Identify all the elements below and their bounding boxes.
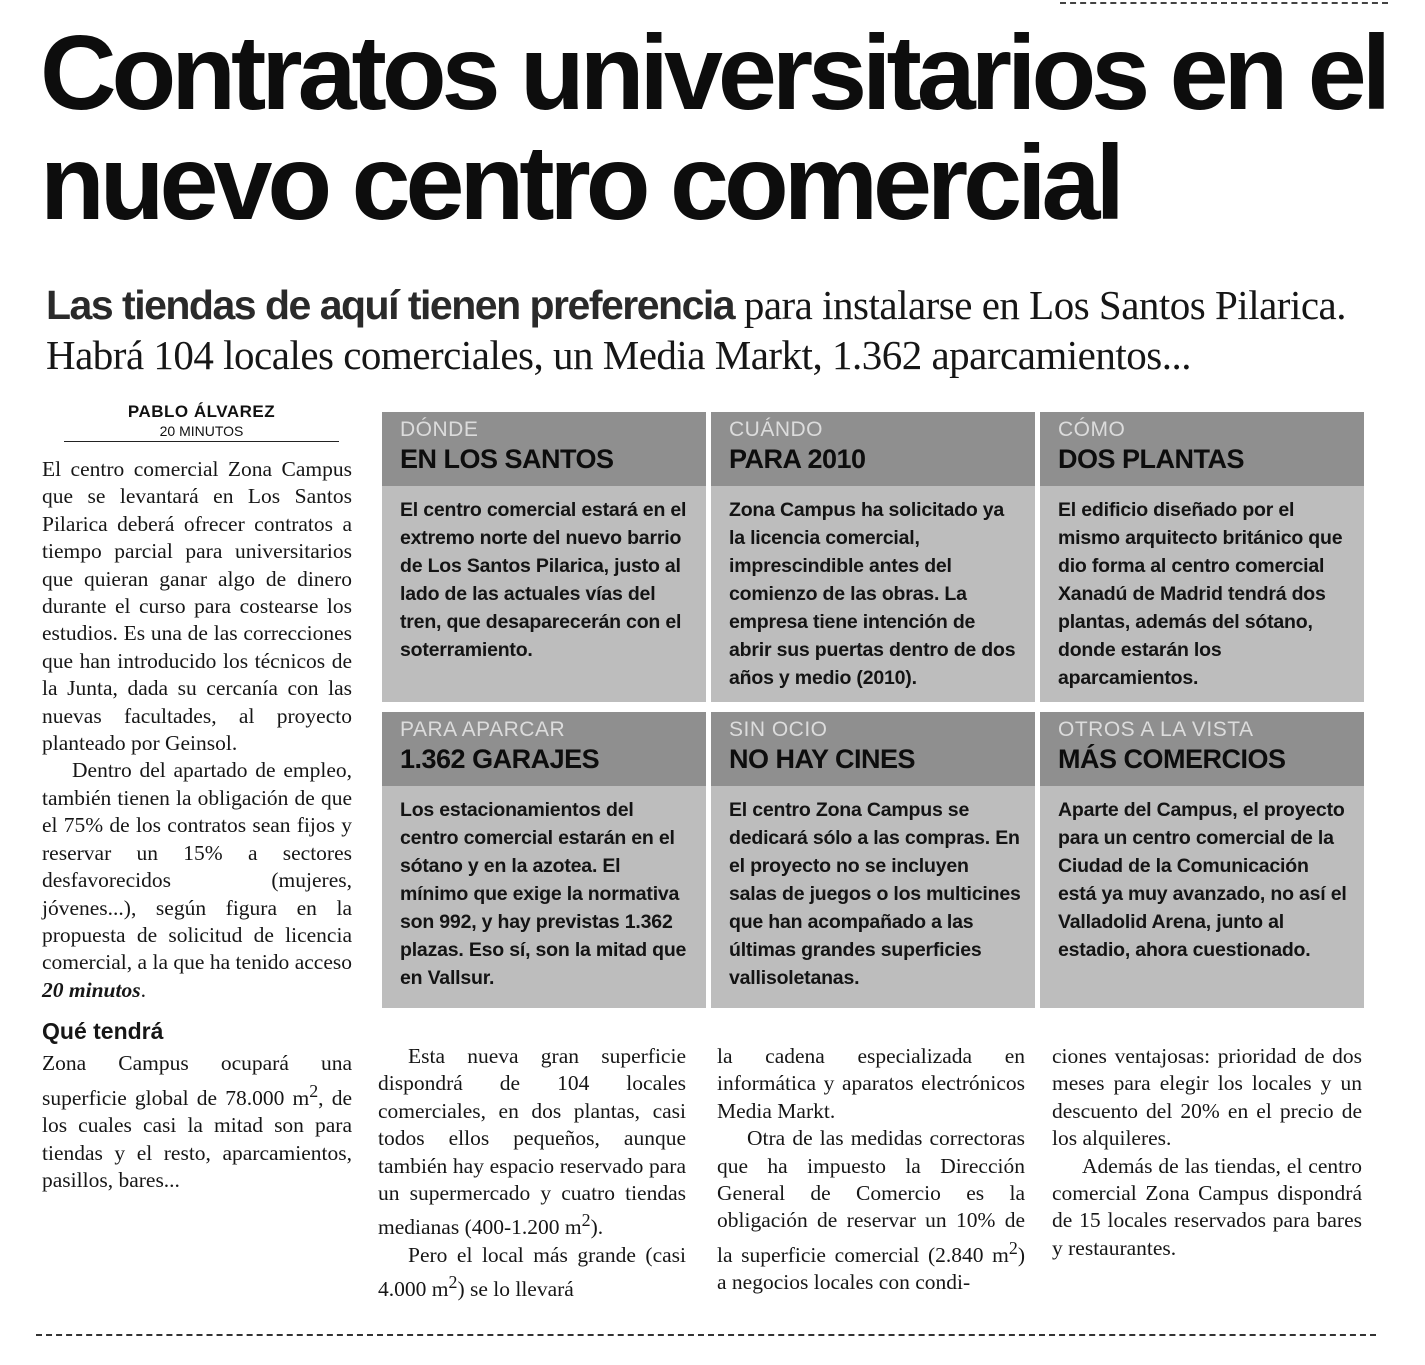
left-paragraph-3-end: , de los cuales casi la mitad son para tiendas y el resto, aparcamientos, pasillos, bares... (42, 1085, 352, 1192)
info-box-title: EN LOS SANTOS (400, 444, 614, 474)
superscript: 2 (448, 1272, 458, 1293)
left-paragraph-2-text: Dentro del apartado de empleo, también tienen la obligación de que el 75% de los contratos sean fijos y reservar un 15% a sectores desfavorecidos (mujeres, jóvenes...), según figura en la propuesta de solicitud de licencia comercial, a la que ha tenido acceso (42, 758, 352, 975)
bottom-dashed-rule (36, 1334, 1376, 1336)
info-box-header (1040, 412, 1364, 486)
info-box-label: SIN OCIO (729, 718, 828, 741)
info-box-body: El edificio diseñado por el mismo arquitecto británico que dio forma al centro comercial Xanadú de Madrid tendrá dos plantas, además del sótano, donde estarán los aparcamientos. (1058, 499, 1343, 689)
subheadline-rest: para instalarse en Los Santos Pilarica. Habrá 104 locales comerciales, un Media Markt, 1.362 aparcamientos... (46, 282, 1346, 378)
info-box-grid (382, 412, 1364, 1008)
info-box-title: MÁS COMERCIOS (1058, 744, 1286, 774)
info-box-label: OTROS A LA VISTA (1058, 718, 1254, 741)
info-box-body: Zona Campus ha solicitado ya la licencia comercial, imprescindible antes del comienzo de las obras. La empresa tiene intención de abrir sus puertas dentro de dos años y medio (2010). (729, 499, 1016, 689)
info-box-body: Los estacionamientos del centro comercial estarán en el sótano y en la azotea. El mínimo que exige la normativa son 992, y hay previstas 1.362 plazas. Eso sí, son la mitad que en Vallsur. (400, 799, 687, 989)
section-subtitle: Qué tendrá (42, 1018, 164, 1045)
column-2-paragraph-2 (717, 1125, 1025, 1297)
left-paragraph-2-end: . (140, 977, 146, 1002)
info-box-para-aparcar (382, 712, 706, 1008)
info-box-donde (382, 412, 706, 702)
column-1-paragraph-2-text: Pero el local más grande (casi 4.000 m (378, 1243, 686, 1302)
column-2-paragraph-2-end: ) a negocios locales con condi- (717, 1243, 1025, 1295)
column-3-paragraph-1: ciones ventajosas: prioridad de dos meses para elegir los locales y un descuento del 20% en el precio de los alquileres. (1052, 1044, 1362, 1151)
superscript: 2 (309, 1080, 319, 1101)
body-column-1 (378, 1043, 686, 1304)
top-dashed-rule (1060, 2, 1388, 4)
body-column-3 (1052, 1043, 1362, 1262)
column-1-paragraph-1-end: ). (590, 1215, 604, 1240)
info-box-header (711, 412, 1035, 486)
info-box-title: PARA 2010 (729, 444, 866, 474)
info-box-como (1040, 412, 1364, 702)
info-box-cuando (711, 412, 1035, 702)
byline-outlet: 20 MINUTOS (64, 422, 339, 442)
subheadline (46, 280, 1386, 380)
info-box-otros-a-la-vista (1040, 712, 1364, 1008)
left-paragraph-2 (42, 757, 352, 1004)
info-box-body: El centro Zona Campus se dedicará sólo a las compras. En el proyecto no se incluyen salas de juegos o los multicines que han acompañado a las últimas grandes superficies vallisoletanas. (729, 799, 1021, 989)
byline-author: PABLO ÁLVAREZ (127, 402, 276, 421)
info-box-body: Aparte del Campus, el proyecto para un centro comercial de la Ciudad de la Comunicación está ya muy avanzado, no así el Valladolid Arena, junto al estadio, ahora cuestionado. (1058, 799, 1347, 961)
superscript: 2 (1008, 1237, 1018, 1258)
info-box-header (382, 712, 706, 786)
left-paragraph-1: El centro comercial Zona Campus que se levantará en Los Santos Pilarica deberá ofrecer contratos a tiempo parcial para universitarios que quieran ganar algo de dinero durante el curso para costearse los estudios. Es una de las correcciones que han introducido los técnicos de la Junta, dada su cercanía con las nuevas facultades, al proyecto planteado por Geinsol. (42, 457, 352, 756)
column-2-paragraph-2-text: Otra de las medidas correctoras que ha impuesto la Dirección General de Comercio es la obligación de reservar un 10% de la superficie comercial (2.840 m (717, 1126, 1025, 1267)
column-1-paragraph-2-end: ) se lo llevará (457, 1277, 574, 1302)
info-box-sin-ocio (711, 712, 1035, 1008)
byline (64, 402, 339, 442)
outlet-reference: 20 minutos (42, 977, 141, 1002)
info-box-header (711, 712, 1035, 786)
info-box-body: El centro comercial estará en el extremo norte del nuevo barrio de Los Santos Pilarica, justo al lado de las actuales vías del tren, que desaparecerán con el soterramiento. (400, 499, 687, 661)
subheadline-lead: Las tiendas de aquí tienen preferencia (46, 282, 735, 328)
column-2-paragraph-1: la cadena especializada en informática y aparatos electrónicos Media Markt. (717, 1044, 1025, 1123)
info-box-title: 1.362 GARAJES (400, 744, 600, 774)
info-box-label: CUÁNDO (729, 418, 824, 441)
column-1-paragraph-2 (378, 1242, 686, 1304)
info-box-label: DÓNDE (400, 418, 479, 441)
info-box-header (382, 412, 706, 486)
info-box-title: NO HAY CINES (729, 744, 916, 774)
column-1-paragraph-1-text: Esta nueva gran superficie dispondrá de 104 locales comerciales, en dos plantas, casi todos ellos pequeños, aunque también hay espacio reservado para un supermercado y cuatro tiendas medianas (400-1.200 m (378, 1044, 686, 1240)
info-box-header (1040, 712, 1364, 786)
info-box-label: PARA APARCAR (400, 718, 566, 741)
superscript: 2 (581, 1210, 591, 1231)
column-1-paragraph-1 (378, 1043, 686, 1242)
info-box-title: DOS PLANTAS (1058, 444, 1245, 474)
left-paragraph-3-text: Zona Campus ocupará una superficie global de 78.000 m (42, 1051, 352, 1110)
left-column (42, 456, 352, 1194)
column-3-paragraph-2: Además de las tiendas, el centro comercial Zona Campus dispondrá de 15 locales reservados para bares y restaurantes. (1052, 1153, 1362, 1260)
info-box-label: CÓMO (1058, 418, 1126, 441)
left-paragraph-3 (42, 1050, 352, 1194)
headline: Contratos universitarios en el nuevo centro comercial (40, 14, 1387, 242)
body-column-2 (717, 1043, 1025, 1297)
